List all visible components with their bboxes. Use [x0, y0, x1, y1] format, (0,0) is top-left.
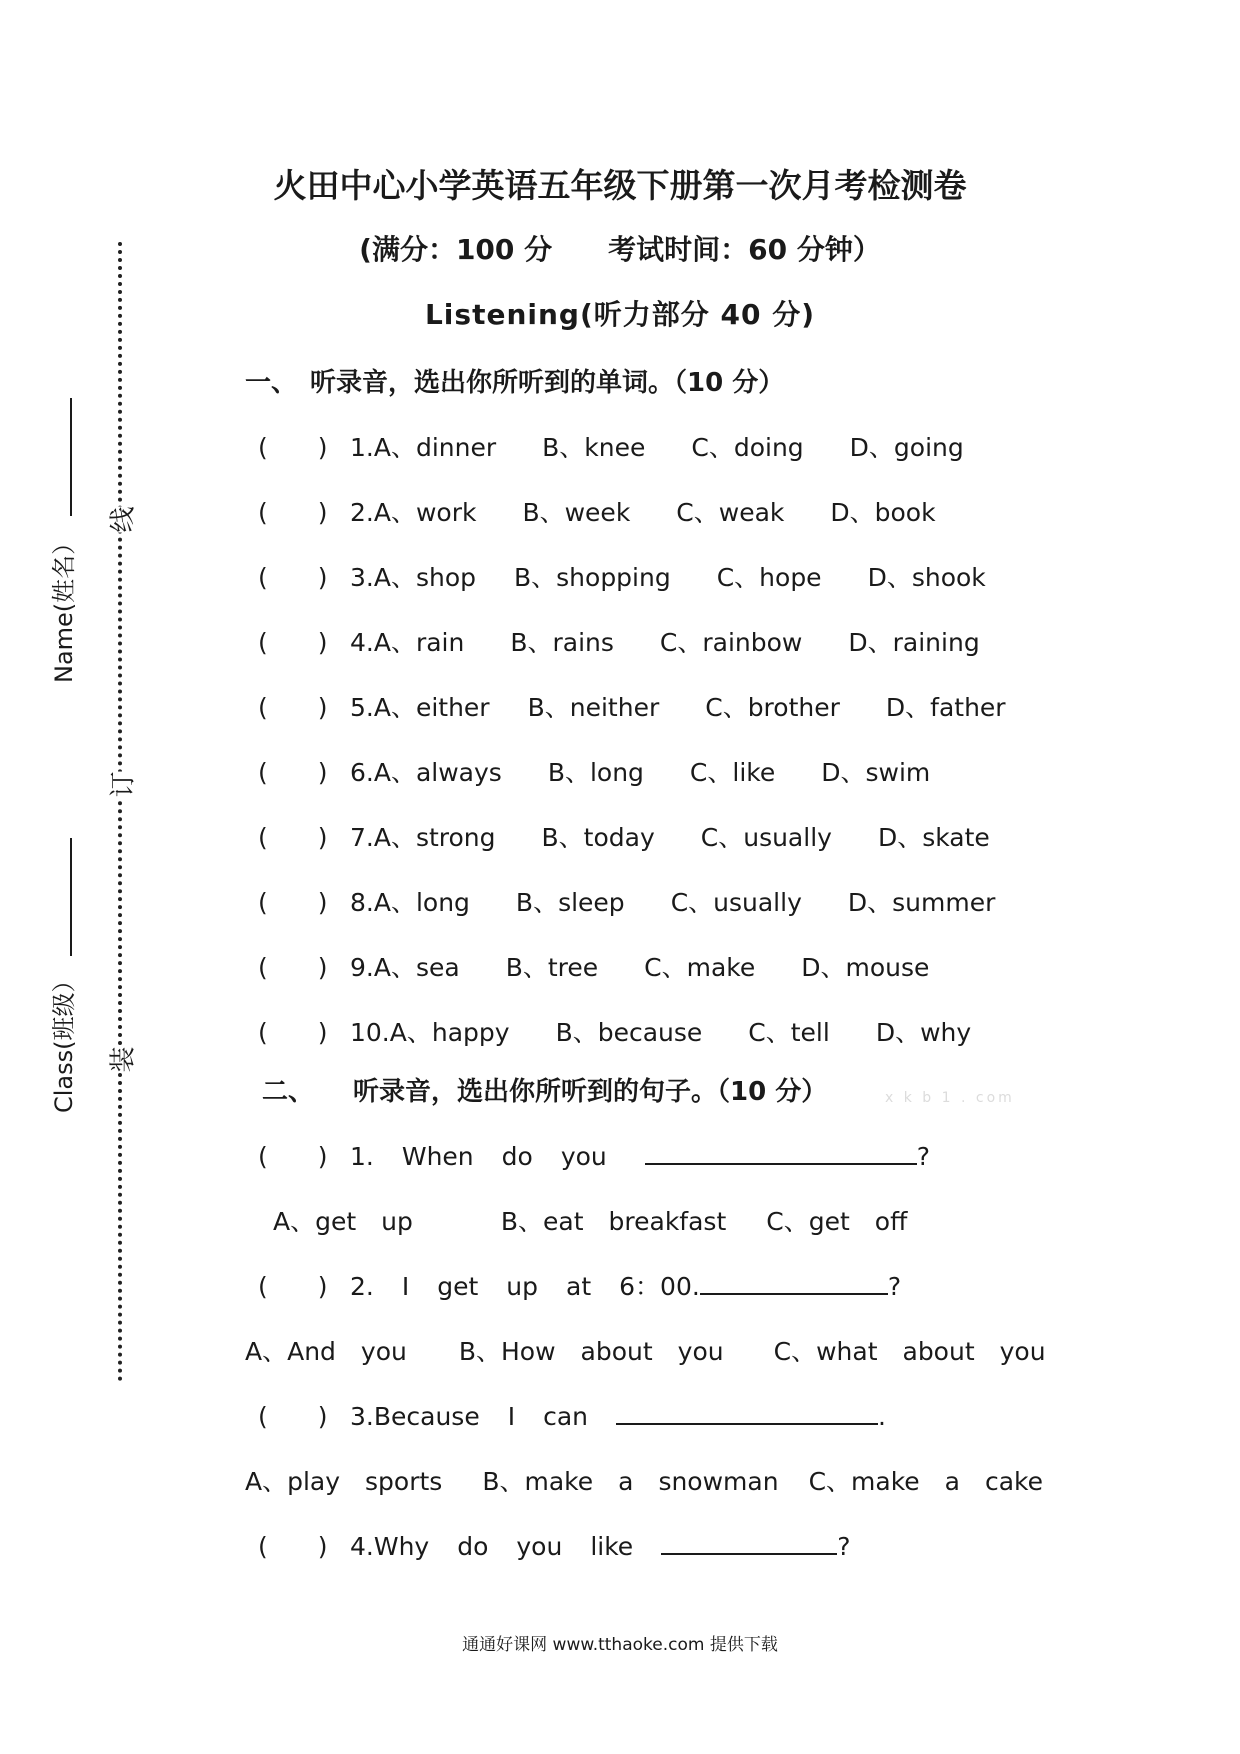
option-d[interactable]: D、mouse — [801, 953, 930, 982]
binding-char-zhuang: 装 — [97, 1046, 146, 1072]
answer-paren[interactable]: ( ) — [258, 1532, 328, 1561]
option-d[interactable]: D、swim — [821, 758, 931, 787]
listening-section-title: Listening(听力部分 40 分) — [424, 298, 816, 331]
option-b[interactable]: B、rains — [510, 628, 614, 657]
part2-question-4 — [258, 1527, 850, 1563]
part2-question-2-options — [245, 1332, 1046, 1368]
part1-question — [258, 883, 995, 919]
option-c[interactable]: C、like — [689, 758, 776, 787]
stem-word: at — [566, 1272, 592, 1301]
option-a[interactable]: 2.A、work — [350, 498, 477, 527]
option-a[interactable]: 3.A、shop — [350, 563, 476, 592]
stem-word: 3.Because — [350, 1402, 480, 1431]
option-b[interactable]: B、eat breakfast — [500, 1207, 727, 1236]
option-b[interactable]: B、tree — [505, 953, 599, 982]
class-label: Class(班级） — [50, 968, 78, 1113]
option-b[interactable]: B、long — [547, 758, 644, 787]
name-blank-line[interactable] — [70, 398, 72, 516]
part1-question — [258, 818, 990, 854]
footer-text: 通通好课网 www.tthaoke.com 提供下载 — [462, 1635, 778, 1655]
stem-word: do — [457, 1532, 489, 1561]
option-a[interactable]: A、And you — [245, 1337, 407, 1366]
option-a[interactable]: 6.A、always — [350, 758, 502, 787]
option-b[interactable]: B、knee — [542, 433, 646, 462]
part1-question — [258, 1013, 971, 1049]
option-c[interactable]: C、what about you — [773, 1337, 1046, 1366]
option-d[interactable]: D、raining — [848, 628, 980, 657]
stem-end: ? — [887, 1272, 902, 1301]
part1-question — [258, 753, 930, 789]
part2-question-1-options — [273, 1202, 907, 1238]
stem-word: 1. — [350, 1142, 374, 1171]
stem-word: 2. — [350, 1272, 374, 1301]
stem-end: . — [878, 1402, 886, 1431]
option-a[interactable]: 1.A、dinner — [350, 433, 497, 462]
fill-blank[interactable] — [700, 1269, 888, 1295]
part1-question — [258, 558, 986, 594]
stem-end: ? — [837, 1532, 851, 1561]
option-a[interactable]: A、get up — [273, 1207, 413, 1236]
option-b[interactable]: B、because — [555, 1018, 703, 1047]
part1-question — [258, 948, 929, 984]
option-d[interactable]: D、book — [830, 498, 936, 527]
answer-paren[interactable]: ( ) — [258, 823, 328, 852]
answer-paren[interactable]: ( ) — [258, 498, 328, 527]
stem-word: you — [516, 1532, 563, 1561]
option-a[interactable]: A、play sports — [245, 1467, 443, 1496]
stem-word: like — [590, 1532, 634, 1561]
option-a[interactable]: 7.A、strong — [350, 823, 496, 852]
answer-paren[interactable]: ( ) — [258, 1018, 328, 1047]
stem-end: ? — [916, 1142, 931, 1171]
part2-heading: 二、 听录音，选出你所听到的句子。（10 分） — [262, 1077, 828, 1107]
option-b[interactable]: B、shopping — [514, 563, 671, 592]
option-c[interactable]: C、rainbow — [659, 628, 803, 657]
option-c[interactable]: C、tell — [748, 1018, 830, 1047]
part2-question-1 — [258, 1137, 930, 1173]
option-a[interactable]: 8.A、long — [350, 888, 470, 917]
class-blank-line[interactable] — [70, 838, 72, 956]
option-b[interactable]: B、make a snowman — [482, 1467, 779, 1496]
name-label: Name(姓名） — [50, 530, 78, 683]
answer-paren[interactable]: ( ) — [258, 433, 328, 462]
part2-question-2 — [258, 1267, 901, 1303]
answer-paren[interactable]: ( ) — [258, 758, 328, 787]
option-b[interactable]: B、sleep — [515, 888, 625, 917]
option-c[interactable]: C、doing — [691, 433, 804, 462]
answer-paren[interactable]: ( ) — [258, 1272, 328, 1301]
stem-word: you — [560, 1142, 607, 1171]
fill-blank[interactable] — [661, 1529, 837, 1555]
part1-question — [258, 623, 980, 659]
part1-question — [258, 688, 1006, 724]
fill-blank[interactable] — [616, 1399, 878, 1425]
answer-paren[interactable]: ( ) — [258, 693, 328, 722]
binding-char-ding: 订 — [97, 771, 146, 797]
option-a[interactable]: 4.A、rain — [350, 628, 465, 657]
part1-question — [258, 493, 936, 529]
part1-heading: 一、 听录音，选出你所听到的单词。（10 分） — [245, 368, 785, 398]
option-b[interactable]: B、today — [541, 823, 655, 852]
option-b[interactable]: B、week — [522, 498, 631, 527]
stem-word: I — [401, 1272, 410, 1301]
stem-word: When — [401, 1142, 474, 1171]
stem-word: do — [501, 1142, 533, 1171]
option-d[interactable]: D、father — [885, 693, 1006, 722]
option-d[interactable]: D、skate — [877, 823, 990, 852]
exam-title: 火田中心小学英语五年级下册第一次月考检测卷 — [273, 166, 967, 205]
answer-paren[interactable]: ( ) — [258, 888, 328, 917]
answer-paren[interactable]: ( ) — [258, 1402, 328, 1431]
option-c[interactable]: C、usually — [670, 888, 802, 917]
option-d[interactable]: D、shook — [867, 563, 986, 592]
answer-paren[interactable]: ( ) — [258, 953, 328, 982]
answer-paren[interactable]: ( ) — [258, 563, 328, 592]
part1-question — [258, 428, 964, 464]
option-a[interactable]: 5.A、either — [350, 693, 490, 722]
answer-paren[interactable]: ( ) — [258, 628, 328, 657]
watermark: x k b 1 . com — [885, 1090, 1015, 1106]
binding-char-xian: 线 — [97, 506, 146, 532]
option-d[interactable]: D、going — [849, 433, 964, 462]
option-c[interactable]: C、get off — [766, 1207, 908, 1236]
binding-dotted-line — [118, 242, 122, 1382]
option-c[interactable]: C、make a cake — [808, 1467, 1044, 1496]
option-c[interactable]: C、brother — [705, 693, 840, 722]
option-b[interactable]: B、neither — [527, 693, 660, 722]
option-c[interactable]: C、weak — [676, 498, 785, 527]
option-a[interactable]: 9.A、sea — [350, 953, 460, 982]
option-d[interactable]: D、why — [875, 1018, 972, 1047]
option-b[interactable]: B、How about you — [458, 1337, 724, 1366]
option-d[interactable]: D、summer — [847, 888, 996, 917]
exam-subtitle: (满分：100 分 考试时间：60 分钟） — [359, 233, 881, 266]
stem-word: up — [506, 1272, 539, 1301]
stem-word: can — [543, 1402, 588, 1431]
stem-word: 4.Why — [350, 1532, 430, 1561]
part2-question-3-options — [245, 1462, 1043, 1498]
option-c[interactable]: C、make — [644, 953, 756, 982]
stem-word: get — [437, 1272, 479, 1301]
fill-blank[interactable] — [645, 1139, 917, 1165]
option-a[interactable]: 10.A、happy — [350, 1018, 510, 1047]
answer-paren[interactable]: ( ) — [258, 1142, 328, 1171]
stem-word: I — [507, 1402, 516, 1431]
part2-question-3 — [258, 1397, 886, 1433]
stem-word: 6：00. — [619, 1272, 700, 1301]
option-c[interactable]: C、usually — [700, 823, 832, 852]
option-c[interactable]: C、hope — [716, 563, 822, 592]
